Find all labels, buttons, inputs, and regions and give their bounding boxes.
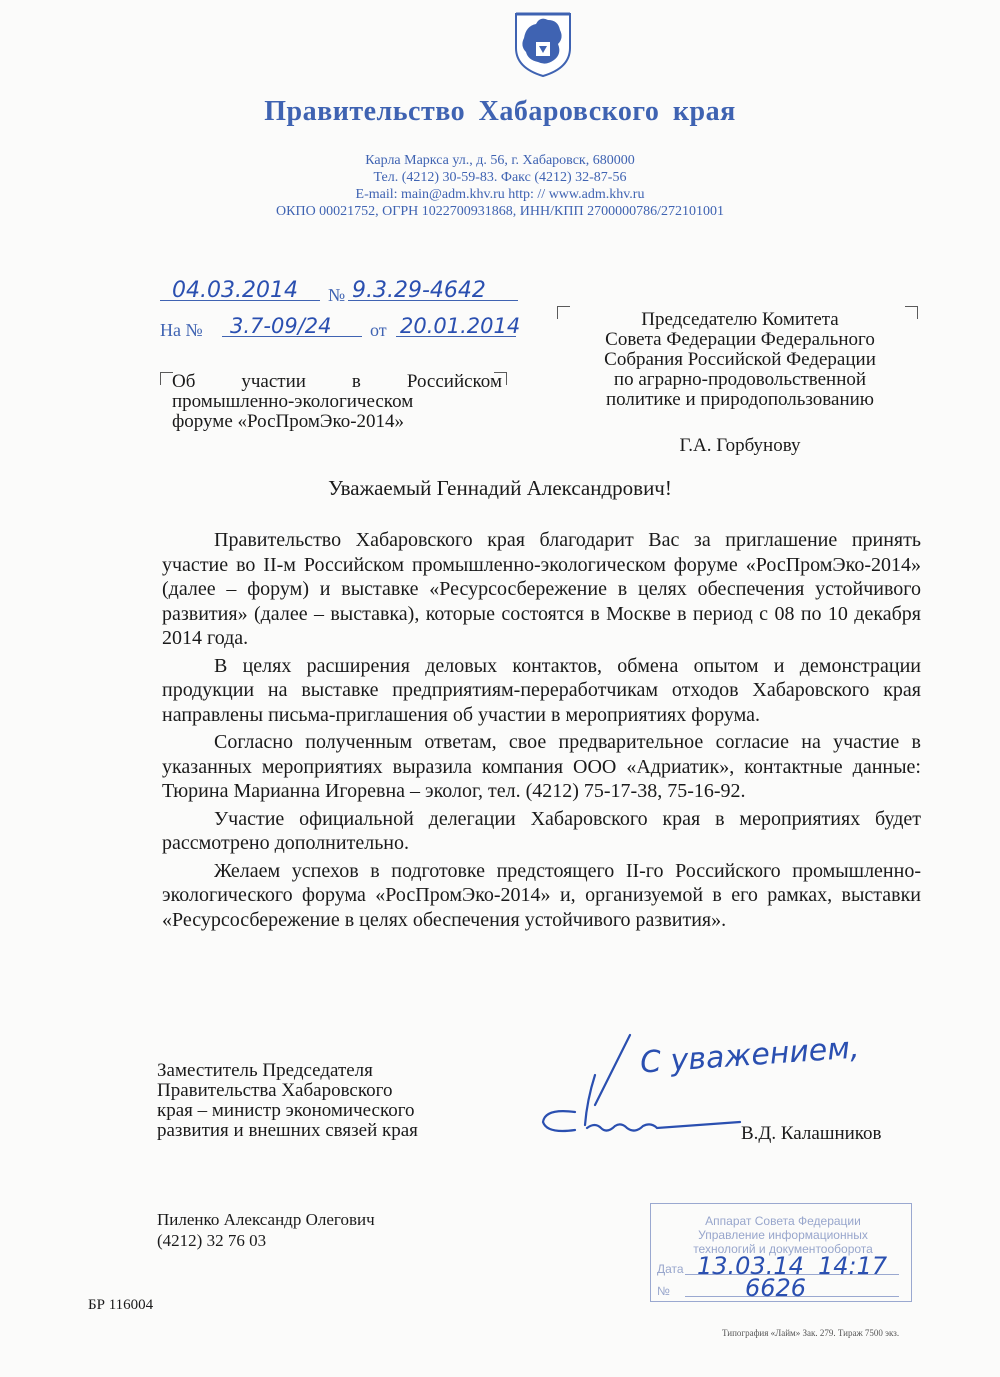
stamp-time: 14:17 <box>818 1252 888 1280</box>
recipient-line: политике и природопользованию <box>606 389 874 410</box>
recipient-line: Совета Федерации Федерального <box>605 329 875 350</box>
number-underline <box>348 300 518 301</box>
position-line: развития и внешних связей края <box>157 1120 418 1141</box>
reply-number-underline <box>222 336 362 337</box>
position-line: Заместитель Председателя <box>157 1060 373 1081</box>
body-paragraph: Правительство Хабаровского края благодарит Вас за приглашение принять участие во II-м Российском промышленно-экологическом форуме «РосПромЭко-2014» (далее – форум) и выставке «Ресурсосбережение в целях обеспечения устойчивого развития» (далее – выставка), которые состоятся в Москве в период с 08 по 10 декабря 2014 года. <box>162 529 921 649</box>
stamp-line: технологий и документооборота <box>693 1242 873 1256</box>
letter-subject <box>172 372 502 432</box>
executor-name: Пиленко Александр Олегович <box>157 1210 375 1229</box>
signatory-name: В.Д. Калашников <box>741 1123 882 1144</box>
subject-word: участии <box>241 371 306 392</box>
coat-of-arms-emblem <box>512 8 574 78</box>
reply-date-label: от <box>370 320 387 340</box>
handwritten-regards: С уважением, <box>639 1030 861 1081</box>
printer-note: Типография «Лайм» Зак. 279. Тираж 7500 экз. <box>722 1328 900 1338</box>
signatory-position <box>157 1061 418 1141</box>
stamp-line: Аппарат Совета Федерации <box>705 1214 861 1228</box>
outgoing-number: 9.3.29-4642 <box>352 278 486 303</box>
subject-line: промышленно-экологическом <box>172 391 414 412</box>
reply-date: 20.01.2014 <box>400 314 521 338</box>
reply-number-label: На № <box>160 320 203 340</box>
recipient-line: Председателю Комитета <box>641 309 839 330</box>
letter-body <box>162 528 921 935</box>
outgoing-date: 04.03.2014 <box>172 278 298 303</box>
stamp-number-label: № <box>657 1284 670 1298</box>
organization-title: Правительство Хабаровского края <box>264 96 736 127</box>
stamp-date-label: Дата <box>657 1262 684 1276</box>
executor-block <box>157 1209 375 1251</box>
phone-fax-line: Тел. (4212) 30-59-83. Факс (4212) 32-87-56 <box>373 170 627 185</box>
reply-number: 3.7-09/24 <box>230 314 332 338</box>
reply-date-underline <box>396 336 516 337</box>
greeting: Уважаемый Геннадий Александрович! <box>328 476 672 500</box>
stamp-date: 13.03.14 <box>697 1252 804 1280</box>
subject-word: Об <box>172 371 196 392</box>
recipient-line: Собрания Российской Федерации <box>604 349 876 370</box>
body-paragraph: В целях расширения деловых контактов, обмена опытом и демонстрации продукции на выставке предприятиям-переработчикам отходов Хабаровского края направлены письма-приглашения об участии в мероприятиях форума. <box>162 654 921 726</box>
recipient-name: Г.А. Горбунову <box>679 435 801 456</box>
stamp-line: Управление информационных <box>698 1228 868 1242</box>
executor-phone: (4212) 32 76 03 <box>157 1231 267 1250</box>
registry-codes-line: ОКПО 00021752, ОГРН 1022700931868, ИНН/КПП 2700000786/272101001 <box>276 204 724 219</box>
form-code: БР 116004 <box>88 1297 154 1313</box>
stamp-number: 6626 <box>745 1274 807 1302</box>
body-paragraph: Желаем успехов в подготовке предстоящего II-го Российского промышленно-экологического форума «РосПромЭко-2014» и, организуемой в его рамках, выставки «Ресурсосбережение в целях обеспечения устойчивого развития». <box>162 859 921 931</box>
body-paragraph: Согласно полученным ответам, свое предварительное согласие на участие в указанных мероприятиях выразила компания ООО «Адриатик», контактные данные: Тюрина Марианна Игоревна – эколог, тел. (4212) 75-17-38, 75-16-92. <box>162 731 921 802</box>
subject-line: форуме «РосПромЭко-2014» <box>172 411 405 432</box>
handwritten-signature <box>535 1030 745 1140</box>
body-paragraph: Участие официальной делегации Хабаровского края в мероприятиях будет рассмотрено дополнительно. <box>162 807 921 854</box>
subject-word: в <box>351 371 361 392</box>
email-web-line: E-mail: main@adm.khv.ru http: // www.adm.khv.ru <box>355 187 645 202</box>
number-label: № <box>328 285 346 305</box>
address-line: Карла Маркса ул., д. 56, г. Хабаровск, 680000 <box>365 153 635 168</box>
position-line: Правительства Хабаровского <box>157 1080 393 1101</box>
recipient-block <box>560 310 920 456</box>
position-line: края – министр экономического <box>157 1100 415 1121</box>
subject-word: Российском <box>406 371 502 392</box>
recipient-line: по аграрно-продовольственной <box>613 369 867 390</box>
date-underline <box>160 300 320 301</box>
